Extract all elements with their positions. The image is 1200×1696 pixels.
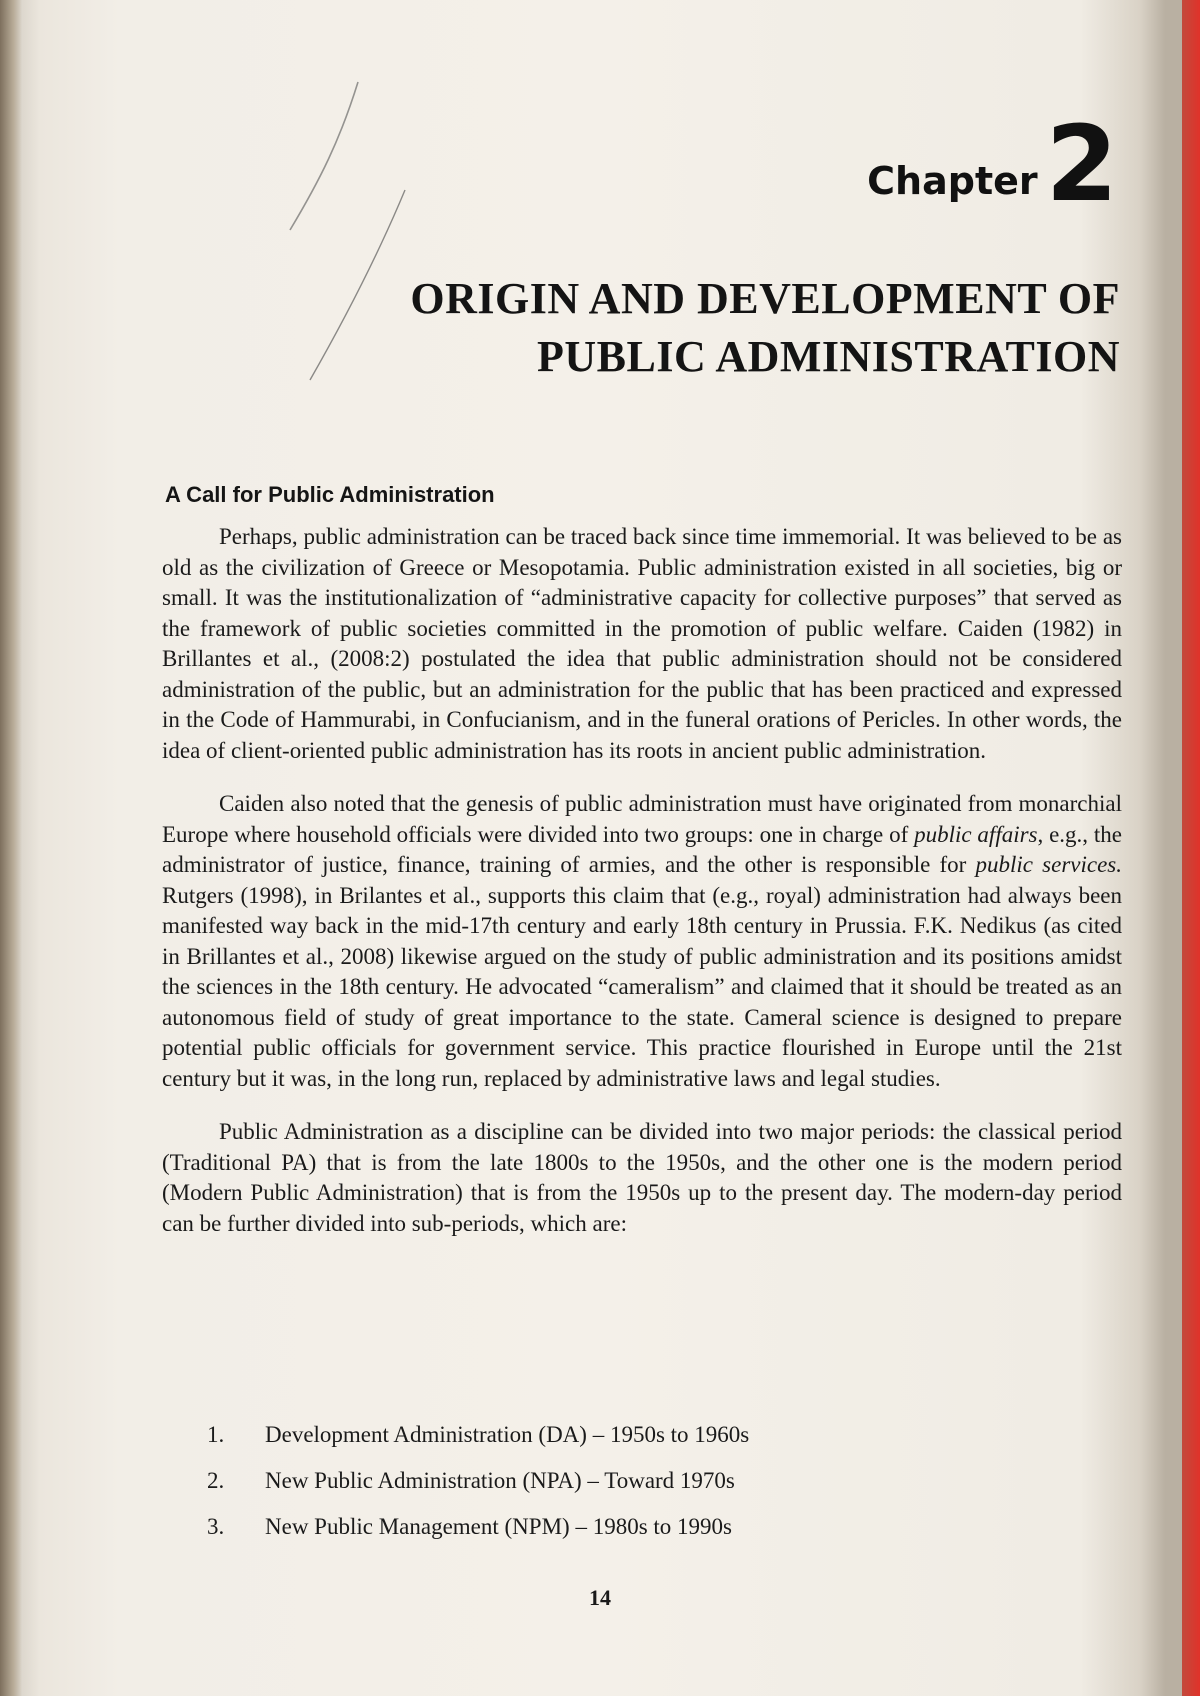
- chapter-number: 2: [1045, 103, 1118, 225]
- chapter-title-line-1: ORIGIN AND DEVELOPMENT OF: [410, 274, 1120, 323]
- list-item-number: 2.: [207, 1468, 225, 1493]
- page-binding-edge: [0, 0, 22, 1696]
- section-heading: A Call for Public Administration: [165, 482, 495, 507]
- list-item-number: 1.: [207, 1422, 225, 1447]
- chapter-label: Chapter: [867, 158, 1038, 203]
- list-item-text: New Public Management (NPM) – 1980s to 1990s: [265, 1514, 732, 1539]
- paragraph-2: [162, 789, 1122, 1094]
- list-item: [207, 1504, 749, 1550]
- page-number: 14: [589, 1585, 611, 1610]
- paragraph-2-emphasis-2: public services.: [975, 852, 1122, 877]
- chapter-heading: [867, 103, 1118, 225]
- chapter-title: [220, 270, 1120, 386]
- paragraph-3: Public Administration as a discipline can be divided into two major periods: the classical period (Traditional PA) that is from the late 1800s to the 1950s, and the other one is the modern period (Modern Public Administration) that is from the 1950s up to the present day. The modern-day period can be further divided into sub-periods, which are:: [162, 1119, 1122, 1236]
- paragraph-2-part-b: , e.g., the administrator of justice, finance, training of armies, and the other is responsible for: [162, 821, 1122, 877]
- paragraph-1: Perhaps, public administration can be traced back since time immemorial. It was believed to be as old as the civilization of Greece or Mesopotamia. Public administration existed in all societies, big or small. It was the institutionalization of “administrative capacity for collective purposes” that served as the framework of public societies committed in the promotion of public welfare. Caiden (1982) in Brillantes et al., (2008:2) postulated the idea that public administration should not be considered administration of the public, but an administration for the public that has been practiced and expressed in the Code of Hammurabi, in Confucianism, and in the funeral orations of Pericles. In other words, the idea of client-oriented public administration has its roots in ancient public administration.: [162, 524, 1122, 763]
- list-item: [207, 1412, 749, 1458]
- paragraph-2-part-c: Rutgers (1998), in Brilantes et al., supports this claim that (e.g., royal) administration had always been manifested way back in the mid-17th century and early 18th century in Prussia. F.K. Nedikus (as cited in Brillantes et al., 2008) likewise argued on the study of public administration and its positions amidst the sciences in the 18th century. He advocated “cameralism” and claimed that it should be treated as an autonomous field of study of great importance to the state. Cameral science is designed to prepare potential public officials for government service. This practice flourished in Europe until the 21st century but it was, in the long run, replaced by administrative laws and legal studies.: [162, 882, 1122, 1091]
- paragraph-2-emphasis-1: public affairs: [914, 821, 1038, 847]
- body-text: [162, 522, 1122, 1262]
- sub-periods-list: [207, 1412, 749, 1550]
- list-item: [207, 1458, 749, 1504]
- chapter-title-line-2: PUBLIC ADMINISTRATION: [537, 332, 1120, 381]
- red-cover-edge: [1182, 0, 1200, 1696]
- list-item-number: 3.: [207, 1514, 225, 1539]
- list-item-text: Development Administration (DA) – 1950s to 1960s: [265, 1422, 750, 1447]
- list-item-text: New Public Administration (NPA) – Toward 1970s: [265, 1468, 735, 1493]
- paragraph-2-part-a: Caiden also noted that the genesis of public administration must have originated from monarchial Europe where household officials were divided into two groups: one in charge of: [162, 791, 1122, 847]
